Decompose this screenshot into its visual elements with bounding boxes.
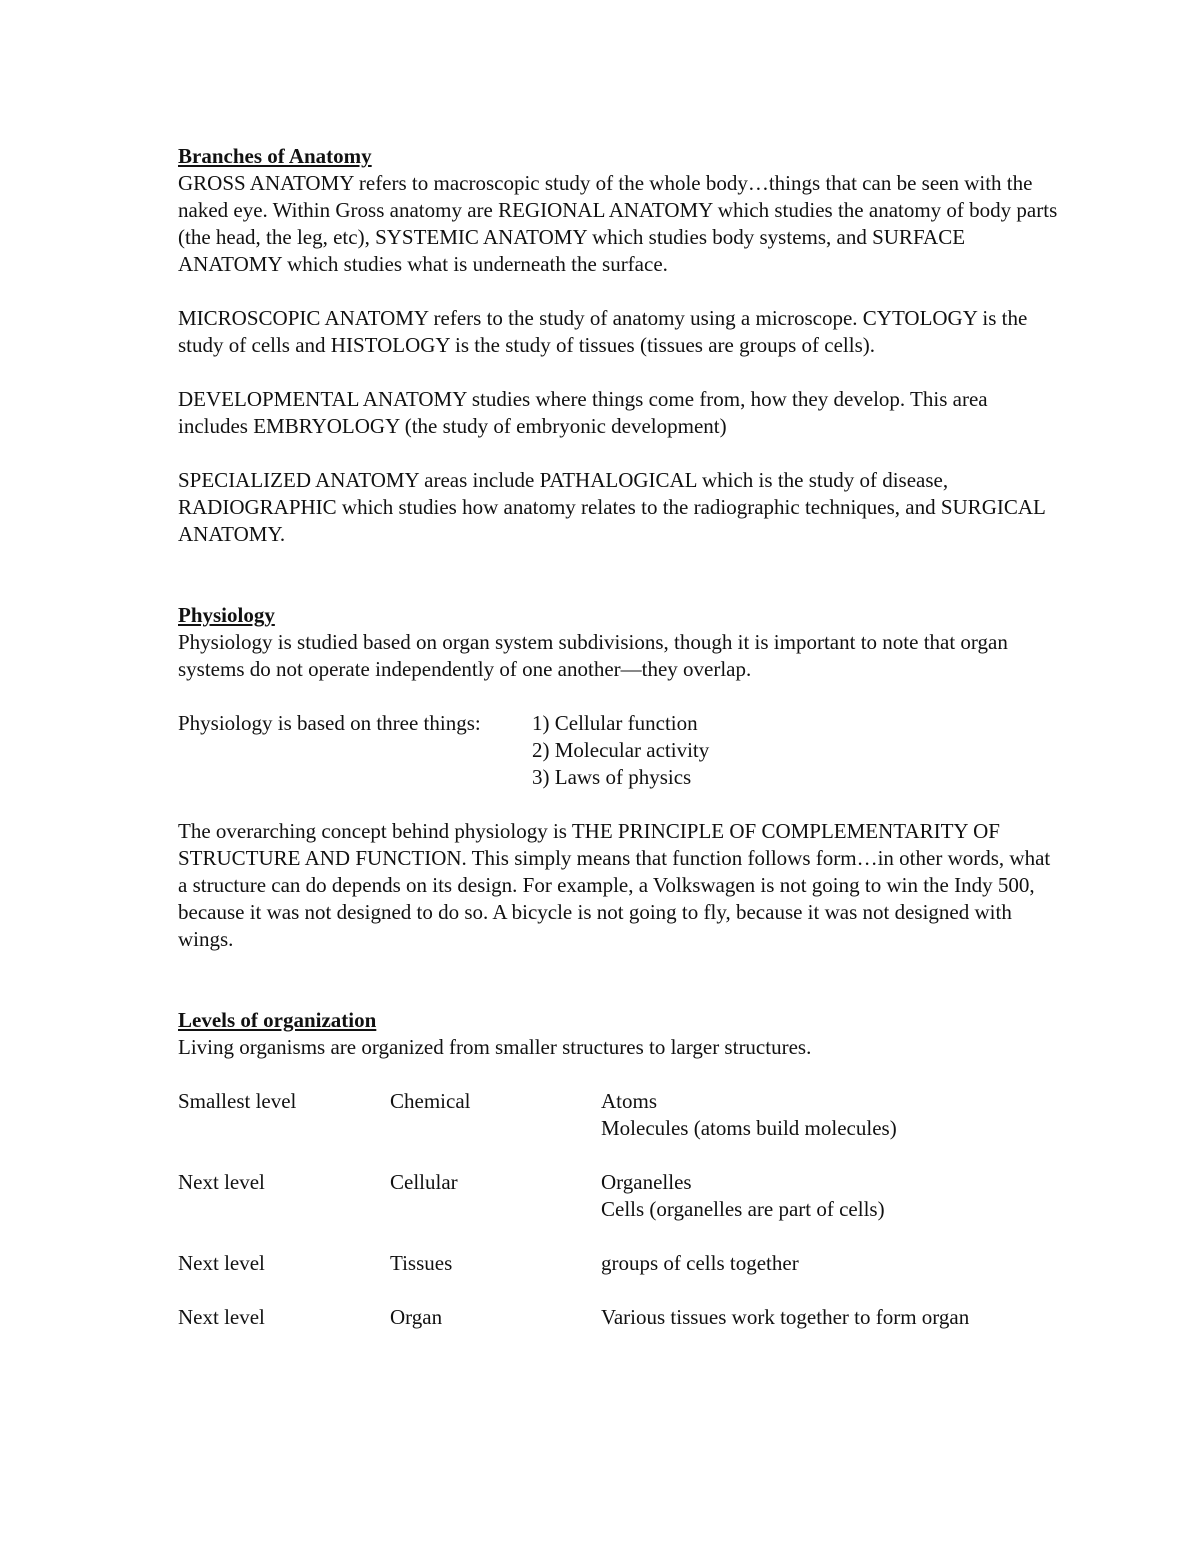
developmental-anatomy-paragraph: DEVELOPMENTAL ANATOMY studies where things come from, how they develop. This area includes EMBRYOLOGY (the study of embryonic development) [178,387,988,438]
organization-row [178,1088,1058,1142]
org-desc: Organelles [601,1170,692,1194]
org-desc: Various tissues work together to form organ [601,1305,970,1329]
org-desc: groups of cells together [601,1251,799,1275]
gross-anatomy-paragraph: GROSS ANATOMY refers to macroscopic study of the whole body…things that can be seen with the naked eye. Within Gross anatomy are REGIONAL ANATOMY which studies the anatomy of body parts (the head, the leg, etc), SYSTEMIC ANATOMY which studies body systems, and SURFACE ANATOMY which studies what is underneath the surface. [178,171,1058,276]
org-level: Next level [178,1251,265,1275]
org-desc: Cells (organelles are part of cells) [601,1197,885,1221]
org-name: Tissues [390,1251,453,1275]
org-desc: Molecules (atoms build molecules) [601,1116,897,1140]
list-item: 1) Cellular function [532,711,698,735]
levels-intro: Living organisms are organized from smaller structures to larger structures. [178,1035,812,1059]
org-name: Chemical [390,1089,471,1113]
organization-row [178,1250,1058,1277]
organization-row [178,1169,1058,1223]
org-level: Smallest level [178,1089,297,1113]
document-body [178,143,1058,1331]
physiology-list [178,710,1058,791]
physiology-list-lead: Physiology is based on three things: [178,711,481,735]
org-name: Cellular [390,1170,458,1194]
list-item: 3) Laws of physics [532,765,692,789]
levels-heading: Levels of organization [178,1008,377,1032]
org-level: Next level [178,1170,265,1194]
org-name: Organ [390,1305,443,1329]
principle-paragraph: The overarching concept behind physiology is THE PRINCIPLE OF COMPLEMENTARITY OF STRUCTURE AND FUNCTION. This simply means that function follows form…in other words, what a structure can do depends on its design. For example, a Volkswagen is not going to win the Indy 500, because it was not designed to do so. A bicycle is not going to fly, because it was not designed with wings. [178,819,1051,951]
specialized-anatomy-paragraph: SPECIALIZED ANATOMY areas include PATHALOGICAL which is the study of disease, RADIOGRAPHIC which studies how anatomy relates to the radiographic techniques, and SURGICAL ANATOMY. [178,468,1046,546]
organization-row [178,1304,1058,1331]
org-desc: Atoms [601,1089,658,1113]
microscopic-anatomy-paragraph: MICROSCOPIC ANATOMY refers to the study of anatomy using a microscope. CYTOLOGY is the study of cells and HISTOLOGY is the study of tissues (tissues are groups of cells). [178,306,1028,357]
physiology-intro: Physiology is studied based on organ system subdivisions, though it is important to note that organ systems do not operate independently of one another—they overlap. [178,630,1008,681]
org-level: Next level [178,1305,265,1329]
list-item: 2) Molecular activity [532,738,710,762]
physiology-heading: Physiology [178,603,275,627]
branches-heading: Branches of Anatomy [178,144,372,168]
